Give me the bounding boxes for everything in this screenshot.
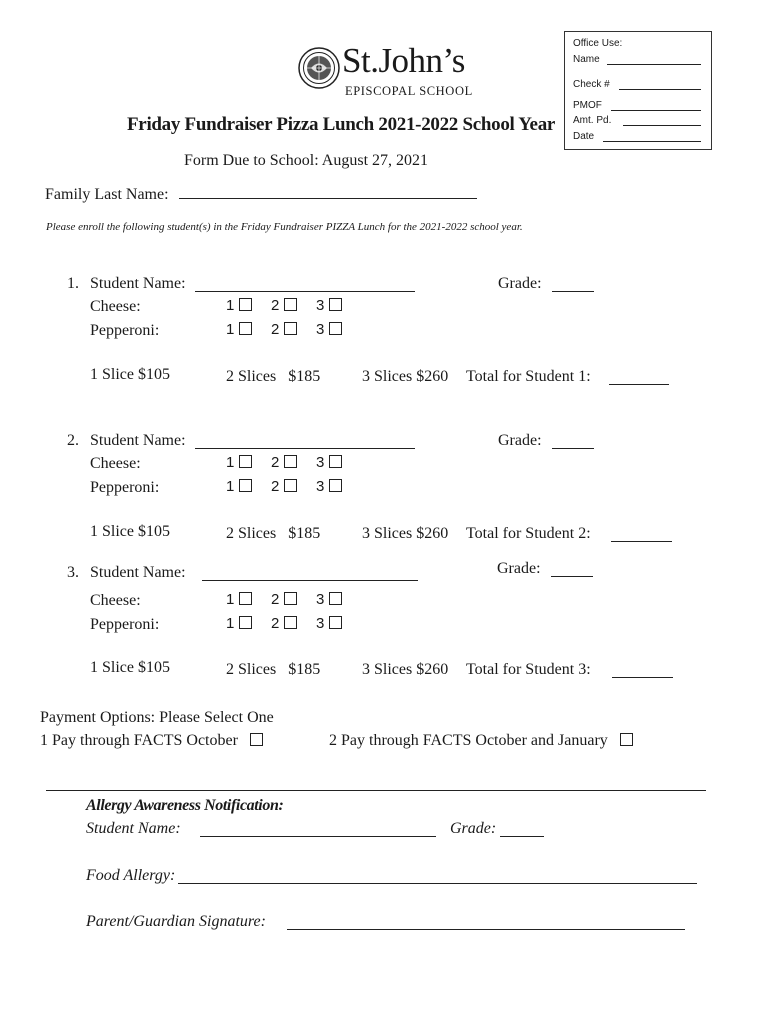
family-name-field[interactable]: [179, 198, 477, 199]
checkbox[interactable]: [329, 592, 342, 605]
form-title: Friday Fundraiser Pizza Lunch 2021-2022 School Year: [127, 114, 556, 135]
student-2-pepperoni-3[interactable]: [316, 478, 342, 495]
student-1-pepperoni-3[interactable]: [316, 321, 342, 338]
student-2-pepperoni-2[interactable]: [271, 478, 297, 495]
payment-option-1-label: 1 Pay through FACTS October: [40, 732, 238, 749]
student-2-grade-field[interactable]: [552, 434, 594, 449]
option-label: 1: [226, 297, 235, 314]
student-2-cheese-3[interactable]: [316, 454, 342, 471]
signature-label: Parent/Guardian Signature:: [86, 913, 266, 930]
family-name-label: Family Last Name:: [45, 186, 169, 203]
payment-option-1[interactable]: [40, 732, 263, 750]
student-2-cheese-2[interactable]: [271, 454, 297, 471]
checkbox[interactable]: [284, 616, 297, 629]
checkbox[interactable]: [284, 592, 297, 605]
checkbox[interactable]: [329, 616, 342, 629]
office-name-field[interactable]: [607, 54, 701, 65]
student-1-total-field[interactable]: [609, 370, 669, 385]
allergy-student-label: Student Name:: [86, 820, 181, 837]
option-label: 1: [226, 454, 235, 471]
student-1-cheese-1[interactable]: [226, 297, 252, 314]
payment-option-2-checkbox[interactable]: [620, 733, 633, 746]
student-3-price-2: 2 Slices $185: [226, 661, 321, 678]
student-2-name-field[interactable]: [195, 434, 415, 449]
allergy-student-field[interactable]: [200, 822, 436, 837]
office-name-label: Name: [573, 54, 600, 65]
logo-subtitle: EPISCOPAL SCHOOL: [345, 84, 473, 98]
office-check-label: Check #: [573, 79, 610, 90]
student-3-price-3: 3 Slices $260: [362, 661, 449, 678]
student-1-grade-field[interactable]: [552, 277, 594, 292]
student-2-price-3: 3 Slices $260: [362, 525, 449, 542]
checkbox[interactable]: [239, 616, 252, 629]
office-check-field[interactable]: [619, 79, 701, 90]
allergy-heading: Allergy Awareness Notification:: [86, 797, 284, 814]
school-logo: [298, 41, 488, 100]
office-date-field[interactable]: [603, 131, 701, 142]
student-1-total-label: Total for Student 1:: [466, 368, 591, 385]
office-date-label: Date: [573, 131, 595, 142]
student-3-pepperoni-label: Pepperoni:: [90, 616, 160, 633]
option-label: 3: [316, 321, 325, 338]
option-label: 3: [316, 478, 325, 495]
section-divider: [46, 790, 706, 791]
checkbox[interactable]: [329, 322, 342, 335]
student-3-pepperoni-2[interactable]: [271, 615, 297, 632]
office-pmof-field[interactable]: [611, 100, 701, 111]
option-label: 2: [271, 615, 280, 632]
office-amt-field[interactable]: [623, 115, 701, 126]
checkbox[interactable]: [284, 455, 297, 468]
student-3-grade-label: Grade:: [497, 560, 541, 577]
student-1-name-label: Student Name:: [90, 275, 186, 292]
student-2-grade-label: Grade:: [498, 432, 542, 449]
student-2-price-1: 1 Slice $105: [90, 523, 170, 540]
student-2-pepperoni-1[interactable]: [226, 478, 252, 495]
option-label: 2: [271, 321, 280, 338]
payment-option-1-checkbox[interactable]: [250, 733, 263, 746]
office-use-title: Office Use:: [573, 38, 623, 49]
office-amt-row: [573, 115, 701, 126]
option-label: 1: [226, 615, 235, 632]
office-date-row: [573, 131, 701, 142]
logo-name: St.John’s: [342, 41, 465, 80]
checkbox[interactable]: [329, 479, 342, 492]
allergy-grade-label: Grade:: [450, 820, 497, 837]
checkbox[interactable]: [329, 298, 342, 311]
student-2-cheese-label: Cheese:: [90, 455, 141, 472]
checkbox[interactable]: [284, 298, 297, 311]
office-check-row: [573, 79, 701, 90]
student-3-cheese-label: Cheese:: [90, 592, 141, 609]
office-pmof-row: [573, 100, 701, 111]
student-1-price-1: 1 Slice $105: [90, 366, 170, 383]
student-2-name-label: Student Name:: [90, 432, 186, 449]
allergy-grade-field[interactable]: [500, 822, 544, 837]
student-1-pepperoni-2[interactable]: [271, 321, 297, 338]
option-label: 2: [271, 297, 280, 314]
student-3-number: 3.: [67, 564, 79, 581]
option-label: 1: [226, 591, 235, 608]
office-amt-label: Amt. Pd.: [573, 115, 612, 126]
student-3-total-field[interactable]: [612, 663, 673, 678]
payment-heading: Payment Options: Please Select One: [40, 709, 274, 726]
student-2-pepperoni-label: Pepperoni:: [90, 479, 160, 496]
option-label: 1: [226, 478, 235, 495]
student-1-name-field[interactable]: [195, 277, 415, 292]
student-3-price-1: 1 Slice $105: [90, 659, 170, 676]
checkbox[interactable]: [284, 322, 297, 335]
student-3-grade-field[interactable]: [551, 562, 593, 577]
student-2-total-label: Total for Student 2:: [466, 525, 591, 542]
student-1-price-3: 3 Slices $260: [362, 368, 449, 385]
student-3-name-field[interactable]: [202, 566, 418, 581]
checkbox[interactable]: [239, 592, 252, 605]
student-1-cheese-3[interactable]: [316, 297, 342, 314]
student-3-total-label: Total for Student 3:: [466, 661, 591, 678]
option-label: 2: [271, 478, 280, 495]
checkbox[interactable]: [239, 322, 252, 335]
option-label: 3: [316, 591, 325, 608]
student-2-cheese-1[interactable]: [226, 454, 252, 471]
form-due-date: Form Due to School: August 27, 2021: [184, 152, 429, 169]
option-label: 3: [316, 615, 325, 632]
food-allergy-label: Food Allergy:: [86, 867, 176, 884]
checkbox[interactable]: [284, 479, 297, 492]
student-3-name-label: Student Name:: [90, 564, 186, 581]
student-3-cheese-3[interactable]: [316, 591, 342, 608]
option-label: 3: [316, 454, 325, 471]
student-2-price-2: 2 Slices $185: [226, 525, 321, 542]
student-3-pepperoni-3[interactable]: [316, 615, 342, 632]
option-label: 2: [271, 591, 280, 608]
student-2-number: 2.: [67, 432, 79, 449]
payment-option-2-label: 2 Pay through FACTS October and January: [329, 732, 608, 749]
office-name-row: [573, 54, 701, 65]
enroll-instructions: Please enroll the following student(s) in the Friday Fundraiser PIZZA Lunch for the 2021-2022 school year.: [46, 221, 523, 233]
student-1-pepperoni-label: Pepperoni:: [90, 322, 160, 339]
option-label: 1: [226, 321, 235, 338]
checkbox[interactable]: [239, 298, 252, 311]
food-allergy-field[interactable]: [178, 869, 697, 884]
student-3-cheese-1[interactable]: [226, 591, 252, 608]
student-2-total-field[interactable]: [611, 527, 672, 542]
school-seal-icon: [298, 47, 340, 89]
student-1-number: 1.: [67, 275, 79, 292]
checkbox[interactable]: [239, 479, 252, 492]
office-use-box: [564, 31, 712, 150]
student-1-price-2: 2 Slices $185: [226, 368, 321, 385]
student-1-grade-label: Grade:: [498, 275, 542, 292]
student-1-pepperoni-1[interactable]: [226, 321, 252, 338]
student-1-cheese-2[interactable]: [271, 297, 297, 314]
payment-option-2[interactable]: [329, 732, 633, 750]
checkbox[interactable]: [329, 455, 342, 468]
student-3-cheese-2[interactable]: [271, 591, 297, 608]
option-label: 2: [271, 454, 280, 471]
signature-field[interactable]: [287, 915, 685, 930]
option-label: 3: [316, 297, 325, 314]
office-pmof-label: PMOF: [573, 100, 602, 111]
student-1-cheese-label: Cheese:: [90, 298, 141, 315]
student-3-pepperoni-1[interactable]: [226, 615, 252, 632]
checkbox[interactable]: [239, 455, 252, 468]
family-name-row: [45, 186, 477, 204]
